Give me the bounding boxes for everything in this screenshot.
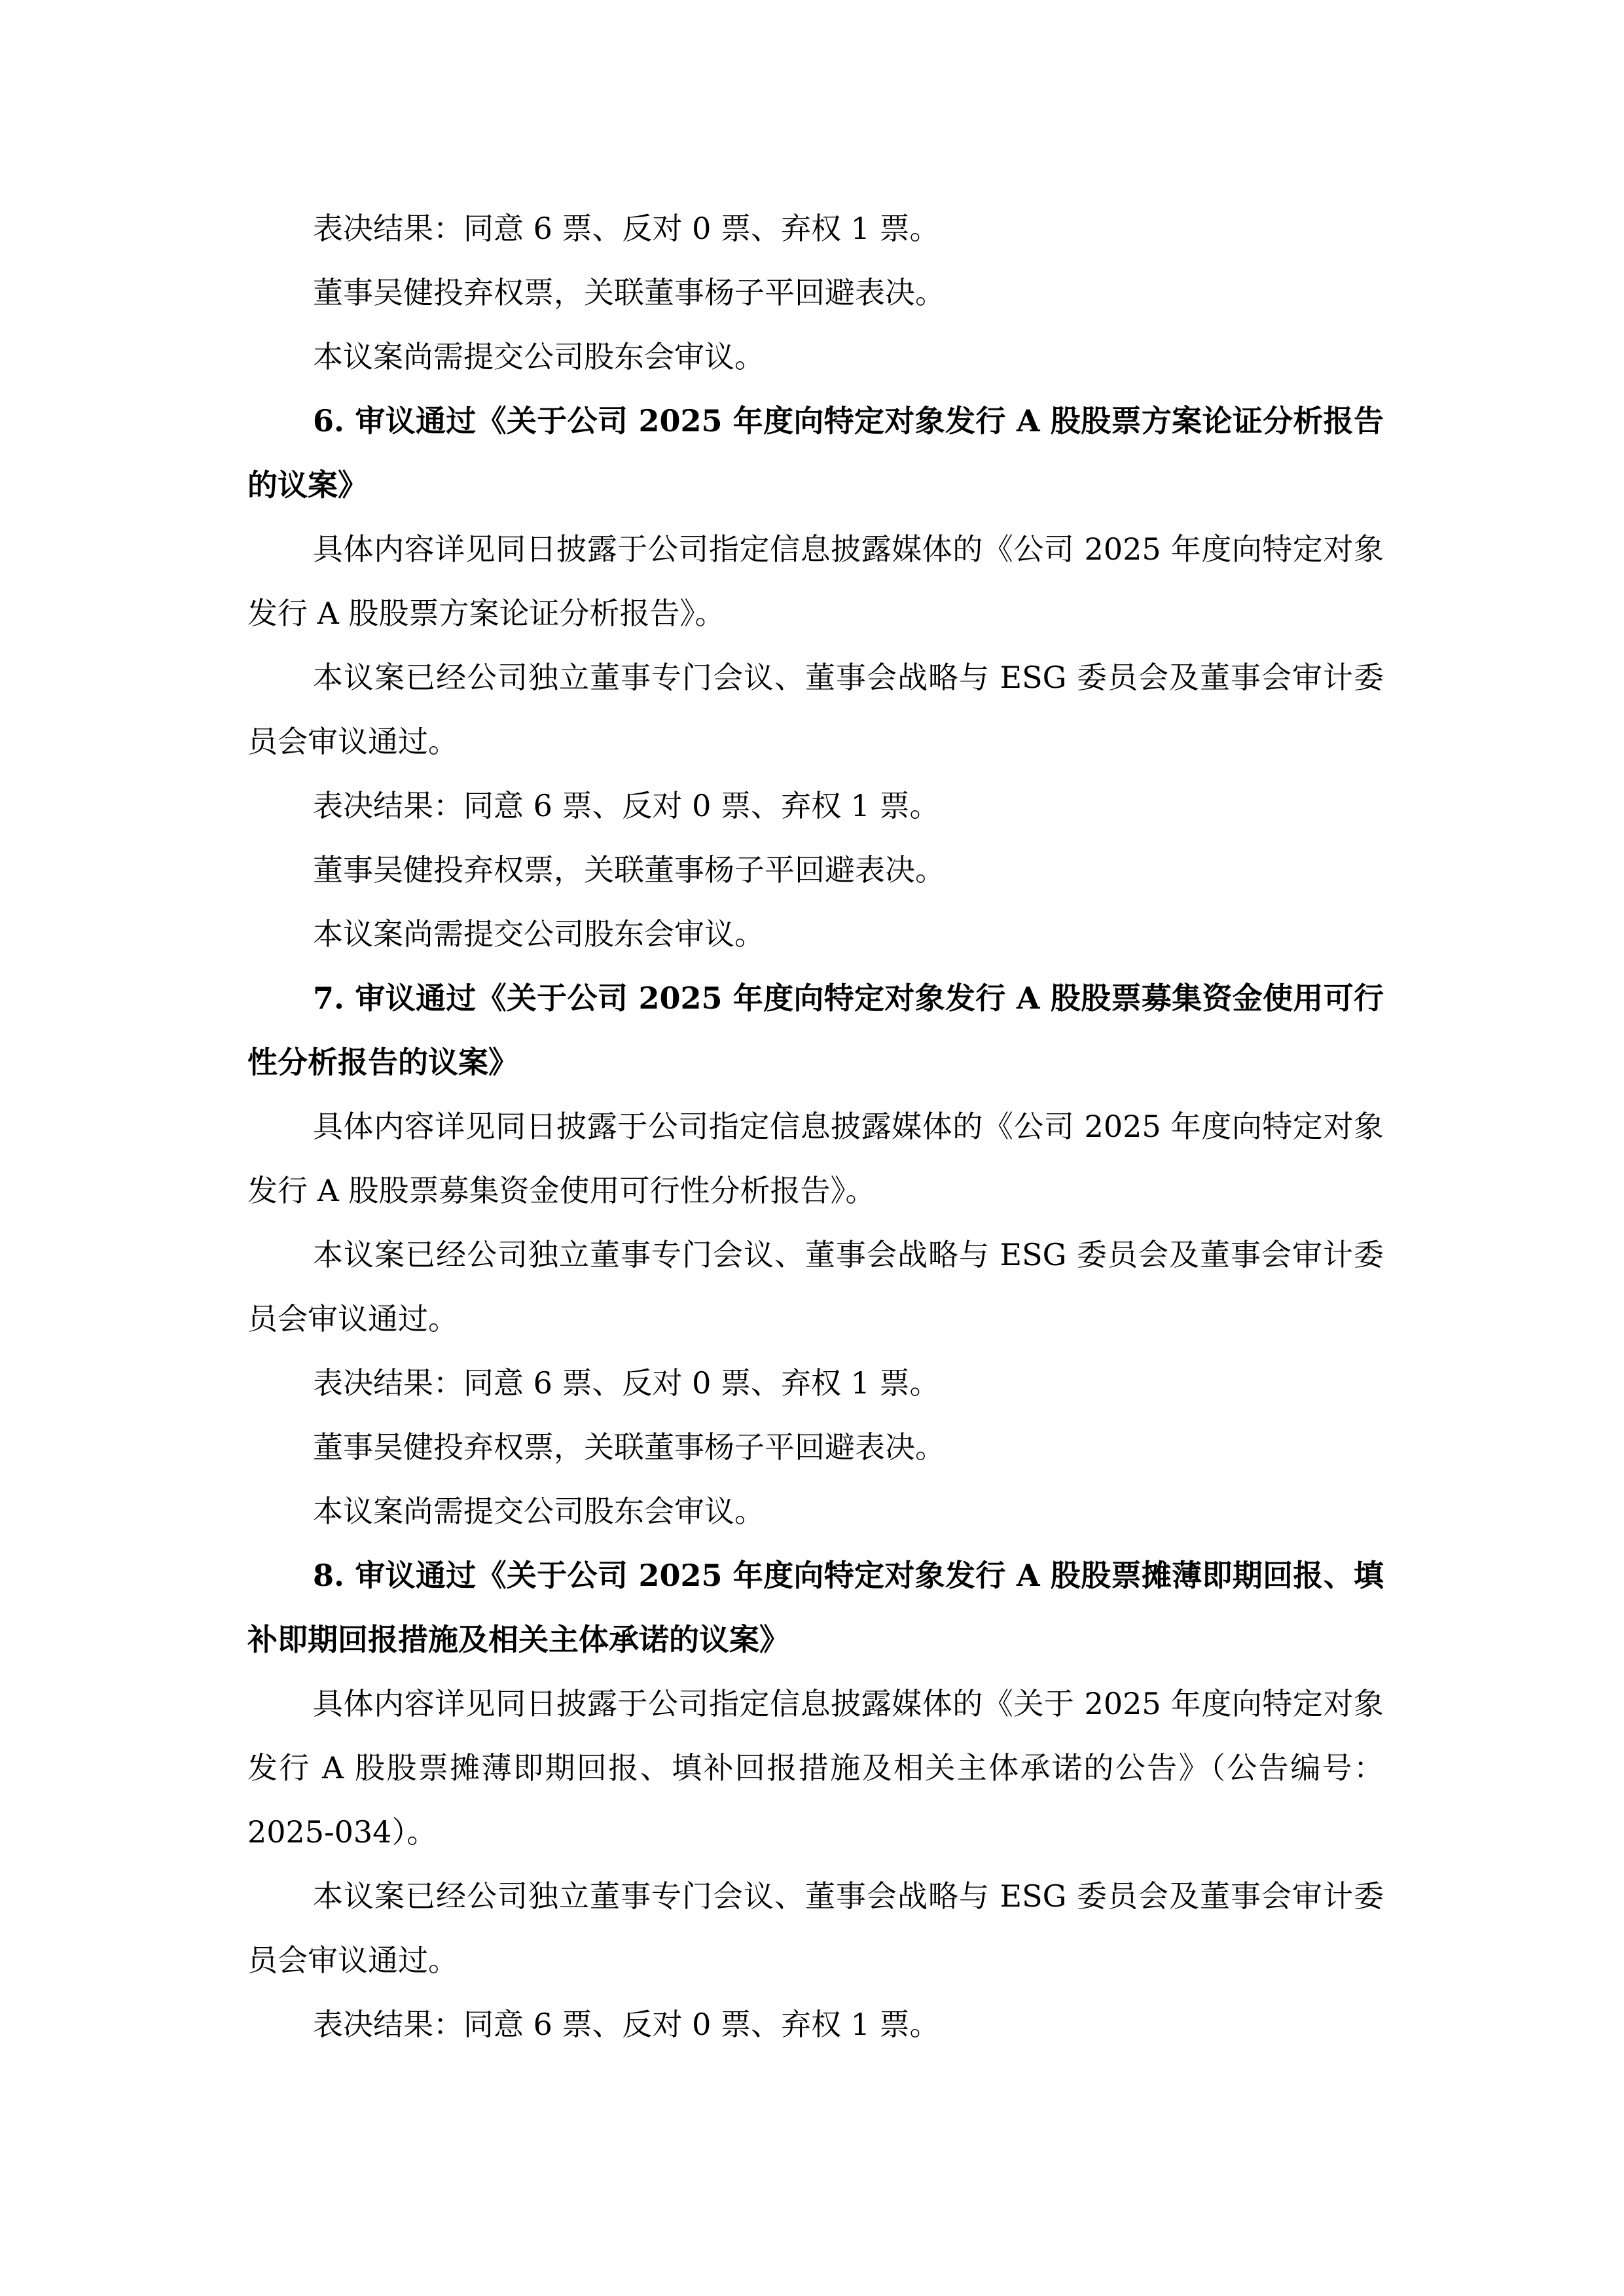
resolution-6-committee-approval: 本议案已经公司独立董事专门会议、董事会战略与 ESG 委员会及董事会审计委员会审议通过。 xyxy=(247,660,1384,759)
resolution-6-abstention-note: 董事吴健投弃权票，关联董事杨子平回避表决。 xyxy=(313,852,945,888)
resolution-7-abstention-note: 董事吴健投弃权票，关联董事杨子平回避表决。 xyxy=(313,1429,945,1465)
resolution-8-vote-result: 表决结果：同意 6 票、反对 0 票、弃权 1 票。 xyxy=(313,2007,940,2042)
resolution-7-shareholder-review: 本议案尚需提交公司股东会审议。 xyxy=(313,1494,765,1529)
resolution-7-committee-approval: 本议案已经公司独立董事专门会议、董事会战略与 ESG 委员会及董事会审计委员会审议通过。 xyxy=(247,1237,1384,1336)
resolution-8-details: 具体内容详见同日披露于公司指定信息披露媒体的《关于 2025 年度向特定对象发行 A 股股票摊薄即期回报、填补回报措施及相关主体承诺的公告》（公告编号：2025-034）。 xyxy=(247,1686,1384,1850)
resolution-6-details: 具体内容详见同日披露于公司指定信息披露媒体的《公司 2025 年度向特定对象发行 A 股股票方案论证分析报告》。 xyxy=(247,531,1384,631)
resolution-6-shareholder-review: 本议案尚需提交公司股东会审议。 xyxy=(313,916,765,952)
vote-result-text: 表决结果：同意 6 票、反对 0 票、弃权 1 票。 xyxy=(313,211,940,246)
resolution-6-vote-result: 表决结果：同意 6 票、反对 0 票、弃权 1 票。 xyxy=(313,788,940,823)
document-body xyxy=(247,196,1384,2056)
resolution-8-committee-approval: 本议案已经公司独立董事专门会议、董事会战略与 ESG 委员会及董事会审计委员会审议通过。 xyxy=(247,1878,1384,1978)
resolution-7-heading: 7. 审议通过《关于公司 2025 年度向特定对象发行 A 股股票募集资金使用可行性分析报告的议案》 xyxy=(247,980,1384,1080)
resolution-7-details: 具体内容详见同日披露于公司指定信息披露媒体的《公司 2025 年度向特定对象发行 A 股股票募集资金使用可行性分析报告》。 xyxy=(247,1109,1384,1208)
resolution-6-heading: 6. 审议通过《关于公司 2025 年度向特定对象发行 A 股股票方案论证分析报告的议案》 xyxy=(247,403,1384,503)
shareholder-review-note: 本议案尚需提交公司股东会审议。 xyxy=(313,339,765,374)
abstention-note-text: 董事吴健投弃权票，关联董事杨子平回避表决。 xyxy=(313,275,945,310)
resolution-8-heading: 8. 审议通过《关于公司 2025 年度向特定对象发行 A 股股票摊薄即期回报、填补即期回报措施及相关主体承诺的议案》 xyxy=(247,1558,1384,1657)
resolution-7-vote-result: 表决结果：同意 6 票、反对 0 票、弃权 1 票。 xyxy=(313,1365,940,1401)
